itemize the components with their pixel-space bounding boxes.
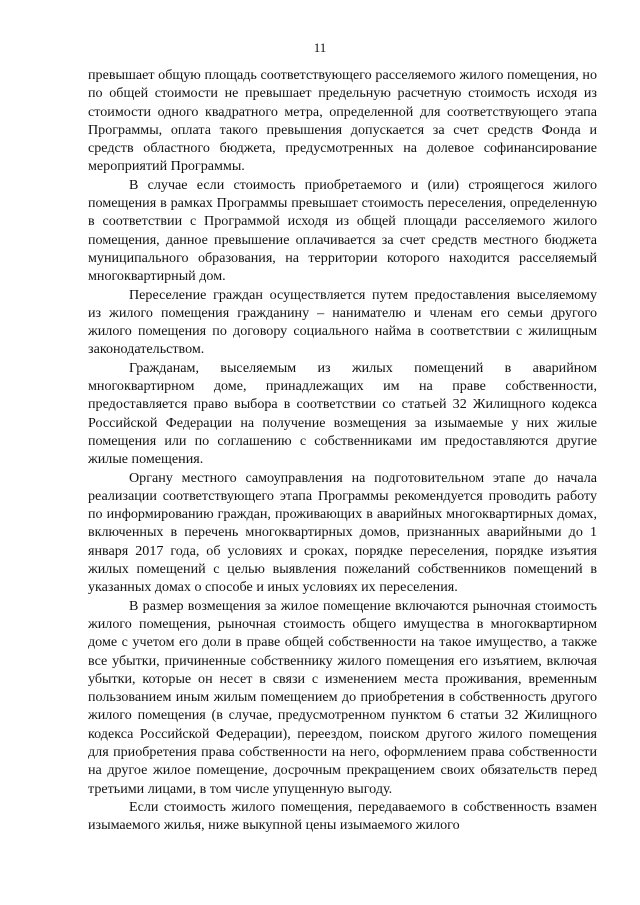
paragraph-resettlement: Переселение граждан осуществляется путем предоставления выселяемому из жилого помещения гражданину – нанимателю и членам его семьи другого жилого помещения по договору социального найма в соответствии с жилищным законодательством. bbox=[88, 286, 597, 358]
paragraph-price-excess: В случае если стоимость приобретаемого и (или) строящегося жилого помещения в рамках Программы превышает стоимость переселения, определенную в соответствии с Программой исходя из общей площади расселяемого жилого помещения, данное превышение оплачивается за счет средств местного бюджета муниципального образования, на территории которого находится расселяемый многоквартирный дом. bbox=[88, 176, 597, 285]
paragraph-compensation: В размер возмещения за жилое помещение включаются рыночная стоимость жилого помещения, рыночная стоимость общего имущества в многоквартирном доме с учетом его доли в праве общей собственности на такое имущество, а также все убытки, причиненные собственнику жилого помещения его изъятием, включая убытки, которые он несет в связи с изменением места проживания, временным пользованием иным жилым помещением до приобретения в собственность другого жилого помещения (в случае, предусмотренном пунктом 6 статьи 32 Жилищного кодекса Российской Федерации), переездом, поиском другого жилого помещения для приобретения права собственности на него, оформлением права собственности на другое жилое помещение, досрочным прекращением своих обязательств перед третьими лицами, в том числе упущенную выгоду. bbox=[88, 597, 597, 797]
paragraph-owner-choice: Гражданам, выселяемым из жилых помещений в аварийном многоквартирном доме, принадлежащих им на праве собственности, предоставляется право выбора в соответствии со статьей 32 Жилищного кодекса Российской Федерации на получение возмещения за изымаемые у них жилые помещения или по соглашению с собственниками им предоставляются другие жилые помещения. bbox=[88, 359, 597, 468]
paragraph-informing: Органу местного самоуправления на подготовительном этапе до начала реализации соответствующего этапа Программы рекомендуется проводить работу по информированию граждан, проживающих в аварийных многоквартирных домах, включенных в перечень многоквартирных домов, признанных аварийными до 1 января 2017 года, об условиях и сроках, порядке переселения, порядке изъятия жилых помещений с целью выявления пожеланий собственников помещений в указанных домах о способе и иных условиях их переселения. bbox=[88, 469, 597, 596]
paragraph-cost-difference: Если стоимость жилого помещения, передаваемого в собственность взамен изымаемого жилья, ниже выкупной цены изымаемого жилого bbox=[88, 798, 597, 834]
page-number: 11 bbox=[313, 40, 327, 55]
paragraph-continuation: превышает общую площадь соответствующего расселяемого жилого помещения, но по общей стоимости не превышает предельную расчетную стоимость исходя из стоимости одного квадратного метра, определенной для соответствующего этапа Программы, оплата такого превышения допускается за счет средств Фонда и средств областного бюджета, предусмотренных на долевое софинансирование мероприятий Программы. bbox=[88, 67, 597, 175]
document-body bbox=[88, 66, 597, 834]
